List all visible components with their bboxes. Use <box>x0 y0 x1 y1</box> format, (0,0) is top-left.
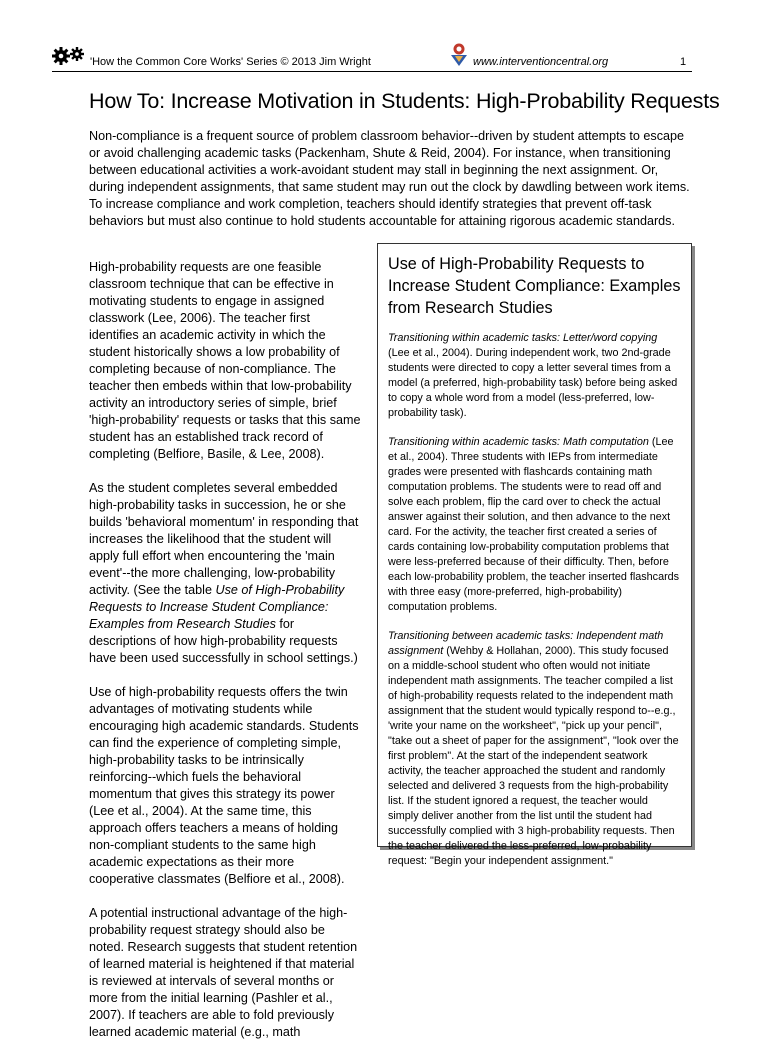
paragraph-3: Use of high-probability requests offers the twin advantages of motivating students while encouraging high academic standards. Students can find the experience of completing simple, high-probability tasks to be intrinsically reinforcing--which fuels the behavioral momentum that gives this strategy its power (Lee et al., 2004). At the same time, this approach offers teachers a means of holding non-compliant students to the same high academic expectations as their more cooperative classmates (Belfiore et al., 2008). <box>89 685 359 886</box>
gears-icon <box>52 44 88 66</box>
examples-sidebar <box>377 243 692 867</box>
paragraph-1: High-probability requests are one feasible classroom technique that can be effective in motivating students to engage in assigned classwork (Lee, 2006). The teacher first identifies an academic activity in which the student historically shows a low probability of completing because of non-compliance. The teacher then embeds within that low-probability activity an introductory series of simple, brief 'high-probability' requests or tasks that this same student has an established track record of completing (Belfiore, Basile, & Lee, 2008). <box>89 260 361 461</box>
example-item: Transitioning within academic tasks: Letter/word copying (Lee et al., 2004). During independent work, two 2nd-grade students were directed to copy a letter several times from a model (a preferred, high-probability task) before being asked to copy a whole word from a model (less-preferred, low-probability task). <box>388 332 678 419</box>
example-item: Transitioning within academic tasks: Math computation (Lee et al., 2004). Three students with IEPs from intermediate grades were presented with flashcards containing math computation problems. The students were to read off and solve each problem, flip the card over to check the actual answer against their solution, and then advance to the next card. For the activity, the teacher first created a series of cards containing low-probability computation problems that were less-preferred because of their difficulty. Then, before each low-probability problem, the teacher inserted flashcards with three easy (more-preferred, high-probability) computation problems. <box>388 436 680 613</box>
left-column <box>89 259 361 1058</box>
table-reference: Use of High-Probability Requests to Increase Student Compliance: Examples from Research Studies <box>89 583 345 631</box>
logo-icon <box>448 42 470 66</box>
paragraph-4: A potential instructional advantage of the high-probability request strategy should also be noted. Research suggests that student retention of learned material is heightened if that material is reviewed at intervals of several months or more from the initial learning (Pashler et al., 2007). If teachers are able to fold previously learned academic material (e.g., math <box>89 906 358 1039</box>
page-header <box>52 40 692 68</box>
page-number: 1 <box>680 56 687 68</box>
example-item: Transitioning between academic tasks: Independent math assignment (Wehby & Hollahan, 2000). This study focused on a middle-school student who often would not initiate independent math assignments. The teacher compiled a list of high-probability requests related to the independent math assignment that the student would typically respond to--e.g., 'write your name on the worksheet", "pick up your pencil", "take out a sheet of paper for the assignment", "look over the first problem". At the start of the independent seatwork activity, the teacher approached the student and randomly selected and delivered 3 requests from the high-probability list. If the student ignored a request, the teacher would simply deliver another from the list until the student had successfully complied with 3 high-probability requests. Then the teacher delivered the less-preferred, low-probability request: "Begin your independent assignment." <box>388 630 679 867</box>
series-credit: 'How the Common Core Works' Series © 2013 Jim Wright <box>90 56 371 68</box>
intro-paragraph: Non-compliance is a frequent source of problem classroom behavior--driven by student attempts to escape or avoid challenging academic tasks (Packenham, Shute & Reid, 2004). For instance, when transitioning between educational activities a work-avoidant student may stall in beginning the next assignment. Or, during independent assignments, that same student may run out the clock by dawdling between work items. To increase compliance and work completion, teachers should identify strategies that prevent off-task behaviors but must also continue to hold students accountable for attaining rigorous academic standards. <box>89 129 690 228</box>
header-rule <box>52 71 692 72</box>
paragraph-2: As the student completes several embedded high-probability tasks in succession, he or she builds 'behavioral momentum' in responding that increases the likelihood that the student will apply full effort when encountering the 'main event'--the more challenging, low-probability activity. (See the table Use of High-Probability Requests to Increase Student Compliance: Examples from Research Studies for descriptions of how high-probability requests have been used successfully in school settings.) <box>89 481 359 665</box>
page-title: How To: Increase Motivation in Students: High-Probability Requests <box>89 89 720 113</box>
site-url[interactable]: www.interventioncentral.org <box>473 56 609 68</box>
sidebar-heading: Use of High-Probability Requests to Increase Student Compliance: Examples from Research Studies <box>388 255 681 317</box>
